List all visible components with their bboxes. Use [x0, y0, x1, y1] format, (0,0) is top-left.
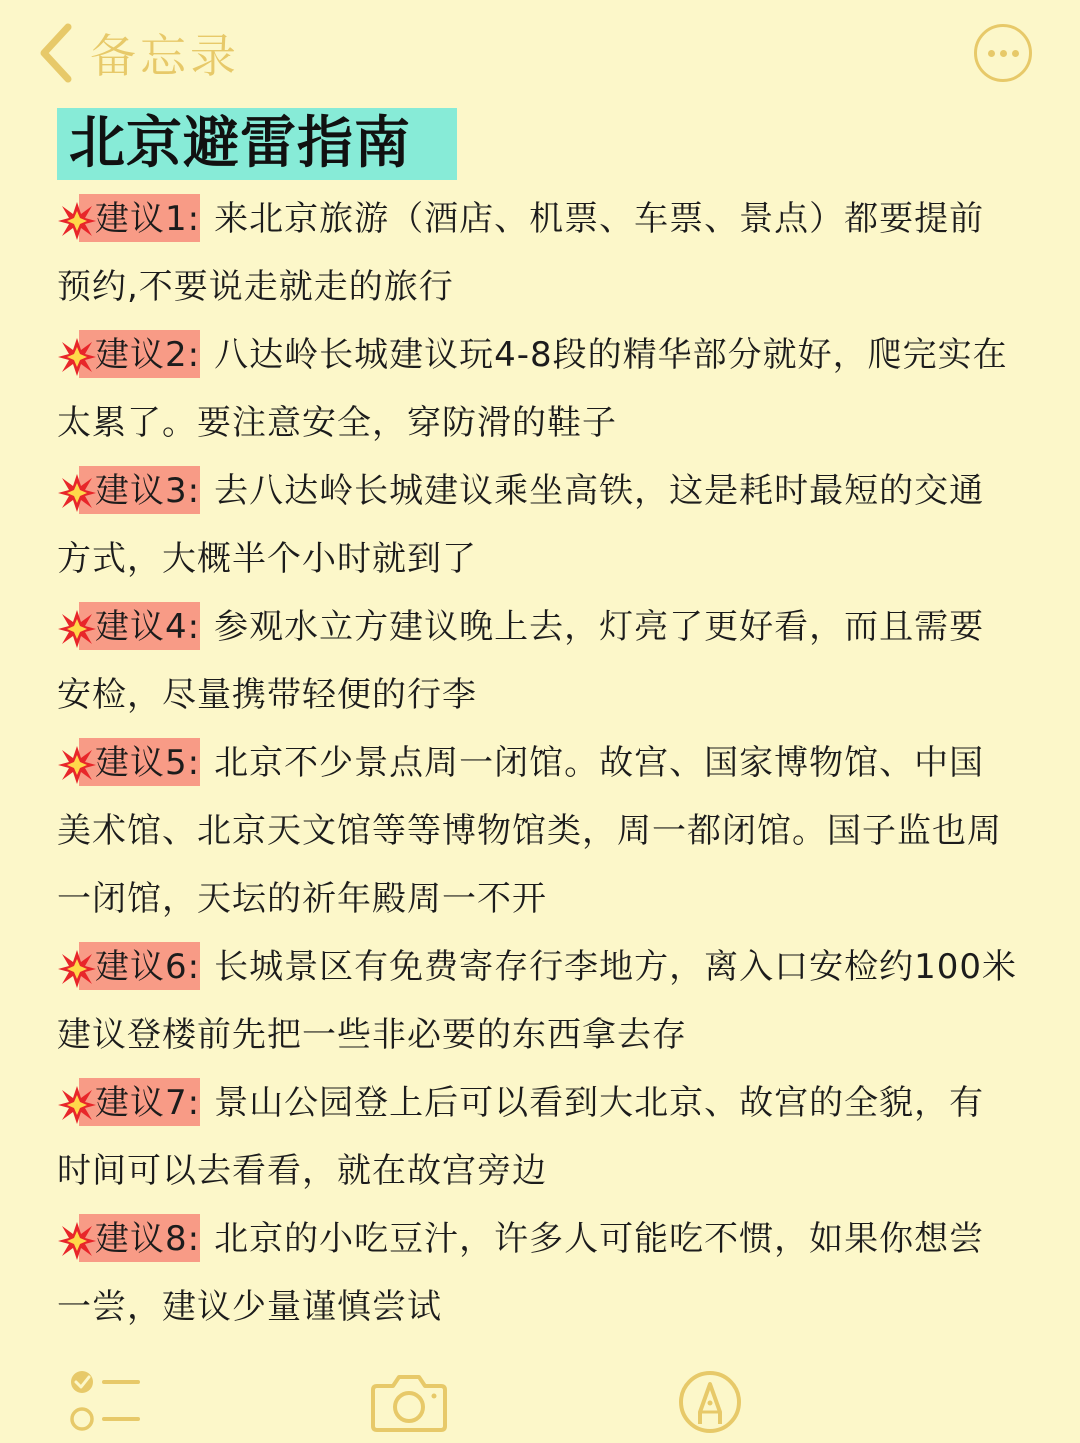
sparkle-icon — [57, 1221, 97, 1261]
back-button[interactable] — [38, 20, 240, 86]
tip-item — [57, 321, 1017, 457]
tip-label: 建议4: — [95, 607, 201, 647]
tip-item — [57, 1069, 1017, 1205]
sparkle-icon — [57, 201, 97, 241]
sparkle-icon — [57, 337, 97, 377]
tip-label: 建议1: — [95, 199, 201, 239]
tip-label: 建议8: — [95, 1219, 201, 1259]
sparkle-icon — [57, 949, 97, 989]
tip-text: 北京的小吃豆汁，许多人可能吃不惯，如果你想尝一尝，建议少量谨慎尝试 — [57, 1219, 985, 1327]
tip-text: 景山公园登上后可以看到大北京、故宫的全貌，有时间可以去看看，就在故宫旁边 — [57, 1083, 985, 1191]
note-body[interactable] — [57, 185, 1017, 1341]
sparkle-icon — [57, 473, 97, 513]
tip-item — [57, 593, 1017, 729]
more-button[interactable] — [974, 24, 1032, 82]
tip-label: 建议2: — [95, 335, 201, 375]
tip-text: 来北京旅游（酒店、机票、车票、景点）都要提前预约,不要说走就走的旅行 — [57, 199, 985, 307]
tip-item — [57, 457, 1017, 593]
top-bar — [0, 0, 1080, 104]
bottom-toolbar — [0, 1360, 1080, 1443]
sparkle-icon — [57, 609, 97, 649]
note-title: 北京避雷指南 — [69, 111, 411, 176]
tip-label: 建议6: — [95, 947, 201, 987]
tip-text: 去八达岭长城建议乘坐高铁，这是耗时最短的交通方式，大概半个小时就到了 — [57, 471, 985, 579]
tip-text: 长城景区有免费寄存行李地方，离入口安检约100米建议登楼前先把一些非必要的东西拿去存 — [57, 947, 1017, 1055]
tip-item — [57, 933, 1017, 1069]
tip-text: 参观水立方建议晚上去，灯亮了更好看，而且需要安检，尽量携带轻便的行李 — [57, 607, 985, 715]
markup-button[interactable] — [678, 1370, 742, 1434]
tip-item — [57, 185, 1017, 321]
tip-label: 建议3: — [95, 471, 201, 511]
camera-icon — [371, 1372, 447, 1432]
tip-text: 北京不少景点周一闭馆。故宫、国家博物馆、中国美术馆、北京天文馆等等博物馆类，周一都闭馆。国子监也周一闭馆，天坛的祈年殿周一不开 — [57, 743, 1002, 919]
tip-text: 八达岭长城建议玩4-8段的精华部分就好，爬完实在太累了。要注意安全，穿防滑的鞋子 — [57, 335, 1008, 443]
more-icon — [988, 50, 995, 57]
checklist-button[interactable] — [68, 1368, 140, 1434]
tip-item — [57, 1205, 1017, 1341]
tip-label: 建议5: — [95, 743, 201, 783]
tip-item — [57, 729, 1017, 933]
back-label: 备忘录 — [90, 29, 240, 83]
camera-button[interactable] — [371, 1372, 447, 1432]
pen-markup-icon — [678, 1370, 742, 1434]
note-title-highlight — [57, 108, 457, 180]
sparkle-icon — [57, 745, 97, 785]
tip-label: 建议7: — [95, 1083, 201, 1123]
checklist-icon — [68, 1368, 140, 1434]
chevron-left-icon — [38, 23, 72, 83]
sparkle-icon — [57, 1085, 97, 1125]
